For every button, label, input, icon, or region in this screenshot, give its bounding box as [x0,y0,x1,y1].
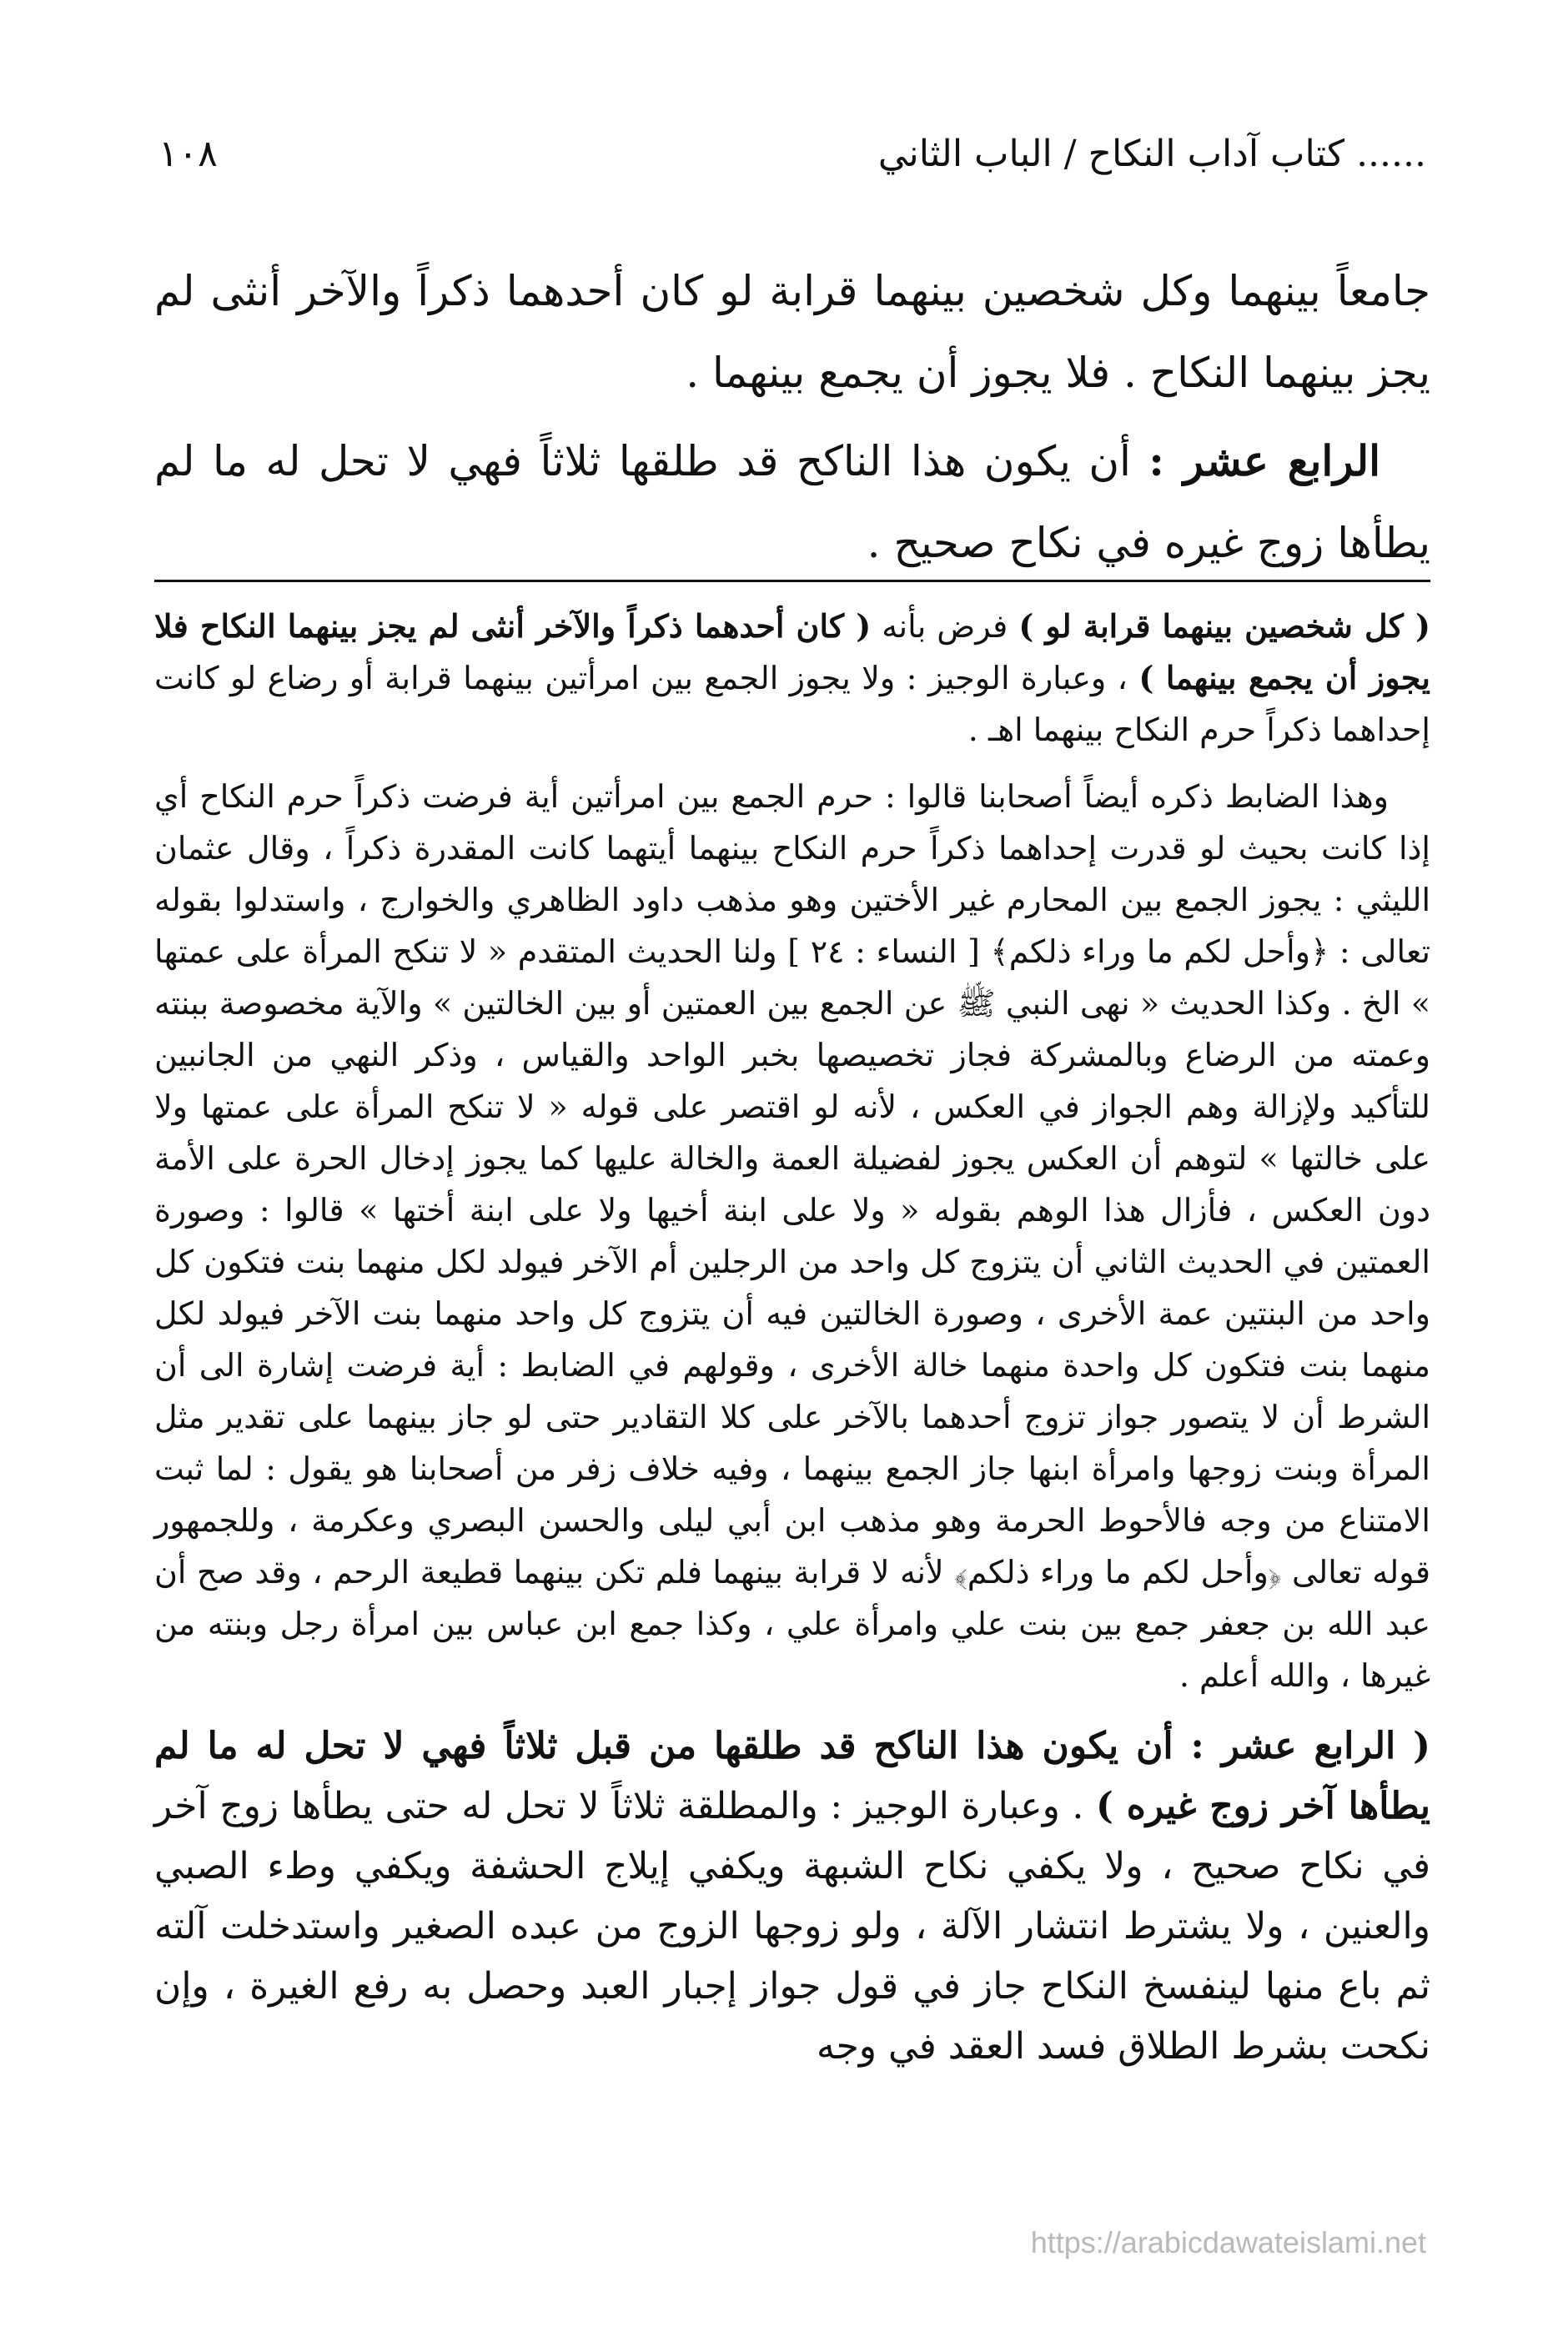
main-paragraph-1: جامعاً بينهما وكل شخصين بينهما قرابة لو كان أحدهما ذكراً والآخر أنثى لم يجز بينهما النكاح . فلا يجوز أن يجمع بينهما . [154,267,1430,397]
page-number: ١٠٨ [158,133,218,175]
main-paragraph-2-lead: الرابع عشر : [1148,436,1380,485]
commentary-1-mid: فرض بأنه [882,608,1008,645]
commentary-paragraph-3 [154,1716,1430,2077]
main-text [154,250,1430,584]
commentary [154,601,1430,2092]
commentary-1-quote-b: ( كان أحدهما ذكراً والآخر أنثى لم يجز بينهما النكاح فلا يجوز أن يجمع بينهما ) [154,607,1431,696]
page-header [158,125,1426,183]
commentary-paragraph-2: وهذا الضابط ذكره أيضاً أصحابنا قالوا : حرم الجمع بين امرأتين أية فرضت ذكراً حرم النكاح أي إذا كانت بحيث لو قدرت إحداهما ذكراً حرم النكاح بينهما أيتهما كانت المقدرة ذكراً ، وقال عثمان الليثي : يجوز الجمع بين المحارم غير الأختين وهو مذهب داود الظاهري والخوارج ، واستدلوا بقوله تعالى : ﴿وأحل لكم ما وراء ذلكم﴾ [ النساء : ٢٤ ] ولنا الحديث المتقدم « لا تنكح المرأة على عمتها » الخ . وكذا الحديث « نهى النبي ﷺ عن الجمع بين العمتين أو بين الخالتين » والآية مخصوصة ببنته وعمته من الرضاع وبالمشركة فجاز تخصيصها بخبر الواحد والقياس ، وذكر النهي من الجانبين للتأكيد ولإزالة وهم الجواز في العكس ، لأنه لو اقتصر على قوله « لا تنكح المرأة على عمتها ولا على خالتها » لتوهم أن العكس يجوز لفضيلة العمة والخالة عليها كما يجوز إدخال الحرة على الأمة دون العكس ، فأزال هذا الوهم بقوله « ولا على ابنة أخيها ولا على ابنة أختها » قالوا : وصورة العمتين في الحديث الثاني أن يتزوج كل واحد من الرجلين أم الآخر فيولد لكل منهما بنت فتكون كل واحد من البنتين عمة الأخرى ، وصورة الخالتين فيه أن يتزوج كل واحد منهما بنت الآخر فيولد لكل منهما بنت فتكون كل واحدة منهما خالة الأخرى ، وقولهم في الضابط : أية فرضت إشارة الى أن الشرط أن لا يتصور جواز تزوج أحدهما بالآخر على كلا التقادير حتى لو جاز بينهما على تقدير مثل المرأة وبنت زوجها وامرأة ابنها جاز الجمع بينهما ، وفيه خلاف زفر من أصحابنا هو يقول : لما ثبت الامتناع من وجه فالأحوط الحرمة وهو مذهب ابن أبي ليلى والحسن البصري وعكرمة ، وللجمهور قوله تعالى ﴿وأحل لكم ما وراء ذلكم﴾ لأنه لا قرابة بينهما فلم تكن بينهما قطيعة الرحم ، وقد صح أن عبد الله بن جعفر جمع بين بنت علي وامرأة علي ، وكذا جمع ابن عباس بين امرأة رجل وبنته من غيرها ، والله أعلم . [154,778,1430,1694]
commentary-3-quote: ( الرابع عشر : أن يكون هذا الناكح قد طلقها من قبل ثلاثاً فهي لا تحل له ما لم يطأها آخر زوج غيره ) [154,1725,1430,1827]
commentary-paragraph-1 [154,601,1430,756]
commentary-1-quote-a: ( كل شخصين بينهما قرابة لو ) [1018,607,1430,645]
commentary-1-text: ، وعبارة الوجيز : ولا يجوز الجمع بين امرأتين بينهما قرابة أو رضاع لو كانت إحداهما ذكراً حرم النكاح بينهما اهـ . [154,660,1430,748]
main-paragraph-2-text: أن يكون هذا الناكح قد طلقها ثلاثاً فهي لا تحل له ما لم يطأها زوج غيره في نكاح صحيح . [154,437,1430,567]
footnote-divider [154,580,1430,582]
main-paragraph-2 [154,420,1430,584]
commentary-3-text: . وعبارة الوجيز : والمطلقة ثلاثاً لا تحل له حتى يطأها زوج آخر في نكاح صحيح ، ولا يكفي نكاح الشبهة ويكفي إيلاج الحشفة ويكفي وطء الصبي والعنين ، ولا يشترط انتشار الآلة ، ولو زوجها الزوج من عبده الصغير واستدخلت آلته ثم باع منها لينفسخ النكاح جاز في قول جواز إجبار العبد وحصل به رفع الغيرة ، وإن نكحت بشرط الطلاق فسد العقد في وجه [154,1785,1430,2068]
watermark-url: https://arabicdawateislami.net [1030,2225,1426,2259]
running-title: ...... كتاب آداب النكاح / الباب الثاني [877,133,1426,175]
